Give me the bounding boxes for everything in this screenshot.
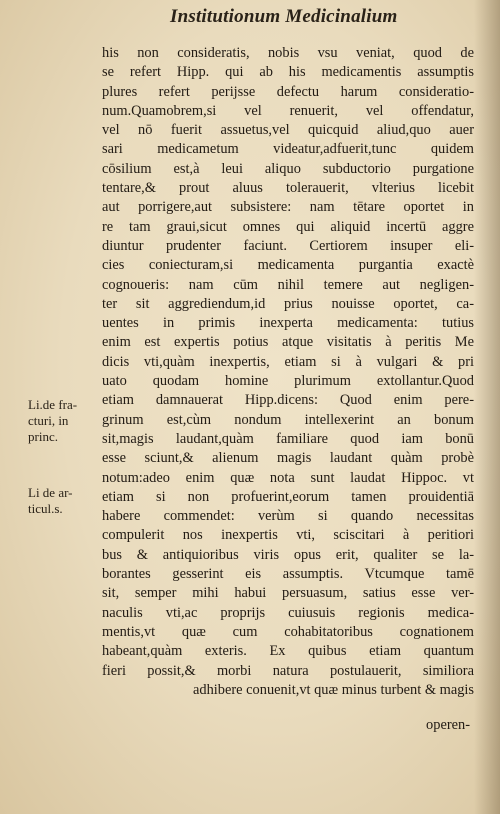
margin-note-fractures [28,397,98,445]
text-line: habeant,quàm exteris. Ex quibus etiam quantum [102,643,474,660]
margin-note-line: Li.de fra- [28,397,78,412]
text-line: plures refert perijsse defectu harum consideratio- [102,83,474,100]
text-line: bus & antiquioribus viris opus erit, qualiter se la- [102,546,474,563]
text-line: diuntur prudenter faciunt. Certiorem insuper eli- [102,237,474,254]
text-line: cōsilium est,à leui aliquo subductorio purgatione [102,160,474,177]
text-line: cognoueris: nam cūm nihil temere aut negligen- [102,276,474,293]
catchword: operen- [426,717,470,733]
text-line: sit, semper mihi habui persuasum, satius esse ver- [102,585,474,602]
text-line: uato quodam homine plurimum extollantur.Quod [102,373,474,390]
text-line: ter sit aggrediendum,id prius nouisse oportet, ca- [102,295,474,312]
margin-note-line: Li de ar- [28,485,73,500]
text-line: tentare,& prout aluus tolerauerit, vlterius licebit [102,180,474,197]
margin-note-line: princ. [28,429,58,444]
text-line: grinum est,cùm nondum intellexerint an bonum [102,411,474,428]
text-line: compulerit nos inexpertis vti, sciscitari à peritiori [102,527,474,544]
text-line: esse sciunt,& alienum magis laudant quàm probè [102,450,474,467]
text-line: sit,magis laudant,quàm familiare quod iam bonū [102,430,474,447]
text-line: borantes gesserint eis assumptis. Vtcumque tamē [102,566,474,583]
text-line: mentis,vt quæ cum cohabitatoribus cognationem [102,623,474,640]
text-line: se refert Hipp. qui ab his medicamentis assumptis [102,64,474,81]
running-head: Institutionum Medicinalium [170,6,398,27]
text-line: sari medicametum videatur,adfuerit,tunc quidem [102,141,474,158]
text-line: uentes in primis inexperta medicamenta: tutius [102,315,474,332]
text-line: his non consideratis, nobis vsu veniat, quod de [102,45,474,61]
text-line: aut porrigere,aut subsistere: nam tētare oportet in [102,199,474,216]
text-line: enim est expertis potius atque visitatis à peritis Me [102,334,474,351]
margin-note-line: ticul.s. [28,501,63,516]
text-line: dicis vti,quàm inexpertis, etiam si à vulgari & pri [102,353,474,370]
text-line: naculis vti,ac proprijs cuiusuis regionis medica- [102,604,474,621]
margin-note-articulations [28,485,98,517]
text-line: adhibere conuenit,vt quæ minus turbent & magis [193,681,474,698]
text-line: fieri possit,& morbi natura postulauerit, similiora [102,662,474,679]
text-line: etiam si non profuerint,eorum tamen prouidentiā [102,488,474,505]
page-gutter-shadow [474,0,500,814]
text-line: notum:adeo enim quæ nota sunt laudat Hippoc. vt [102,469,474,486]
text-line: vel nō fuerit assuetus,vel quicquid aliud,quo auer [102,122,474,139]
text-line: habere commendet: verùm si quando necessitas [102,508,474,525]
main-text-block [102,44,474,700]
text-line: etiam damnauerat Hipp.dicens: Quod enim pere- [102,392,474,409]
text-line: re tam graui,sicut omnes qui aliquid incertū aggre [102,218,474,235]
text-line: num.Quamobrem,si vel renuerit, vel offendatur, [102,102,474,119]
margin-note-line: cturi, in [28,413,69,428]
text-line: cies coniecturam,si medicamenta purgantia exactè [102,257,474,274]
